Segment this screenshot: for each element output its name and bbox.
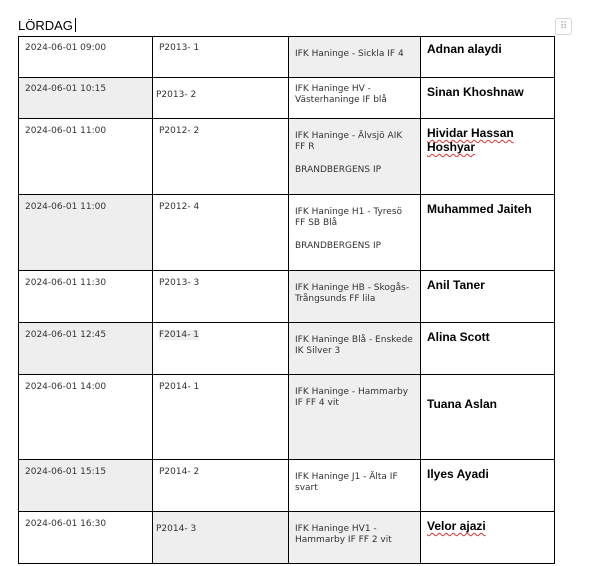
coach-cell[interactable] xyxy=(421,512,555,564)
match-cell[interactable] xyxy=(289,37,421,78)
table-row xyxy=(19,195,555,271)
coach-cell[interactable] xyxy=(421,119,555,195)
team: P2013- 3 xyxy=(159,278,200,288)
table-row xyxy=(19,375,555,460)
datetime-cell[interactable] xyxy=(19,119,153,195)
table-row xyxy=(19,119,555,195)
match: IFK Haninge HV - Västerhaninge IF blå xyxy=(295,84,387,105)
datetime: 2024-06-01 15:15 xyxy=(25,467,107,477)
coach-cell[interactable] xyxy=(421,375,555,460)
text-cursor xyxy=(75,18,76,32)
team: F2014- 1 xyxy=(159,330,199,340)
datetime: 2024-06-01 11:30 xyxy=(25,278,107,288)
match: IFK Haninge - Älvsjö AIK FF R xyxy=(295,131,403,152)
match: IFK Haninge - Sickla IF 4 xyxy=(295,49,404,59)
team: P2014- 2 xyxy=(159,467,200,477)
match: IFK Haninge HB - Skogås-Trångsunds FF lila xyxy=(295,283,410,304)
coach: Muhammed Jaiteh xyxy=(427,202,532,216)
match: IFK Haninge J1 - Älta IF svart xyxy=(295,472,398,493)
coach: Hividar Hassan Hoshyar xyxy=(427,126,514,154)
coach-cell[interactable] xyxy=(421,323,555,375)
match: IFK Haninge - Hammarby IF FF 4 vit xyxy=(295,387,409,408)
table-row xyxy=(19,460,555,512)
table-move-handle-icon[interactable]: ⠿ xyxy=(555,18,572,35)
datetime-cell[interactable] xyxy=(19,512,153,564)
team-cell[interactable] xyxy=(153,37,289,78)
coach: Anil Taner xyxy=(427,278,485,292)
team: P2014- 3 xyxy=(156,524,197,534)
team-cell[interactable] xyxy=(153,195,289,271)
datetime-cell[interactable] xyxy=(19,78,153,119)
team: P2013- 2 xyxy=(156,90,197,100)
team-cell[interactable] xyxy=(153,78,289,119)
match-cell[interactable] xyxy=(289,323,421,375)
team-cell[interactable] xyxy=(153,375,289,460)
match-schedule-table xyxy=(18,36,555,564)
team-cell[interactable] xyxy=(153,323,289,375)
datetime: 2024-06-01 11:00 xyxy=(25,202,107,212)
match: IFK Haninge H1 - Tyresö FF SB Blå xyxy=(295,207,403,228)
match-cell[interactable] xyxy=(289,271,421,323)
team: P2014- 1 xyxy=(159,382,200,392)
team-cell[interactable] xyxy=(153,460,289,512)
datetime-cell[interactable] xyxy=(19,37,153,78)
coach: Alina Scott xyxy=(427,330,490,344)
venue: BRANDBERGENS IP xyxy=(295,165,382,175)
datetime-cell[interactable] xyxy=(19,271,153,323)
match-cell[interactable] xyxy=(289,512,421,564)
day-heading[interactable]: LÖRDAG xyxy=(18,18,76,33)
coach-cell[interactable] xyxy=(421,271,555,323)
coach: Velor ajazi xyxy=(427,519,486,533)
team-cell[interactable] xyxy=(153,271,289,323)
datetime: 2024-06-01 12:45 xyxy=(25,330,107,340)
datetime: 2024-06-01 10:15 xyxy=(25,84,107,94)
datetime-cell[interactable] xyxy=(19,323,153,375)
coach-cell[interactable] xyxy=(421,195,555,271)
match-cell[interactable] xyxy=(289,195,421,271)
datetime-cell[interactable] xyxy=(19,460,153,512)
team: P2012- 4 xyxy=(159,202,200,212)
table-row xyxy=(19,78,555,119)
datetime: 2024-06-01 16:30 xyxy=(25,519,107,529)
table-row xyxy=(19,271,555,323)
match-cell[interactable] xyxy=(289,78,421,119)
match-cell[interactable] xyxy=(289,375,421,460)
venue: BRANDBERGENS IP xyxy=(295,241,382,251)
datetime: 2024-06-01 09:00 xyxy=(25,43,107,53)
match-cell[interactable] xyxy=(289,460,421,512)
match: IFK Haninge HV1 - Hammarby IF FF 2 vit xyxy=(295,524,392,545)
match-cell[interactable] xyxy=(289,119,421,195)
table-row xyxy=(19,37,555,78)
table-row xyxy=(19,323,555,375)
table-row xyxy=(19,512,555,564)
match: IFK Haninge Blå - Enskede IK Silver 3 xyxy=(295,335,413,356)
team: P2013- 1 xyxy=(159,43,200,53)
coach-cell[interactable] xyxy=(421,460,555,512)
team: P2012- 2 xyxy=(159,126,200,136)
datetime: 2024-06-01 11:00 xyxy=(25,126,107,136)
datetime-cell[interactable] xyxy=(19,195,153,271)
coach: Tuana Aslan xyxy=(427,397,498,411)
team-cell[interactable] xyxy=(153,512,289,564)
coach-cell[interactable] xyxy=(421,37,555,78)
coach: Ilyes Ayadi xyxy=(427,467,489,481)
datetime: 2024-06-01 14:00 xyxy=(25,382,107,392)
coach-cell[interactable] xyxy=(421,78,555,119)
coach: Adnan alaydi xyxy=(427,42,502,56)
team-cell[interactable] xyxy=(153,119,289,195)
datetime-cell[interactable] xyxy=(19,375,153,460)
coach: Sinan Khoshnaw xyxy=(427,85,524,99)
